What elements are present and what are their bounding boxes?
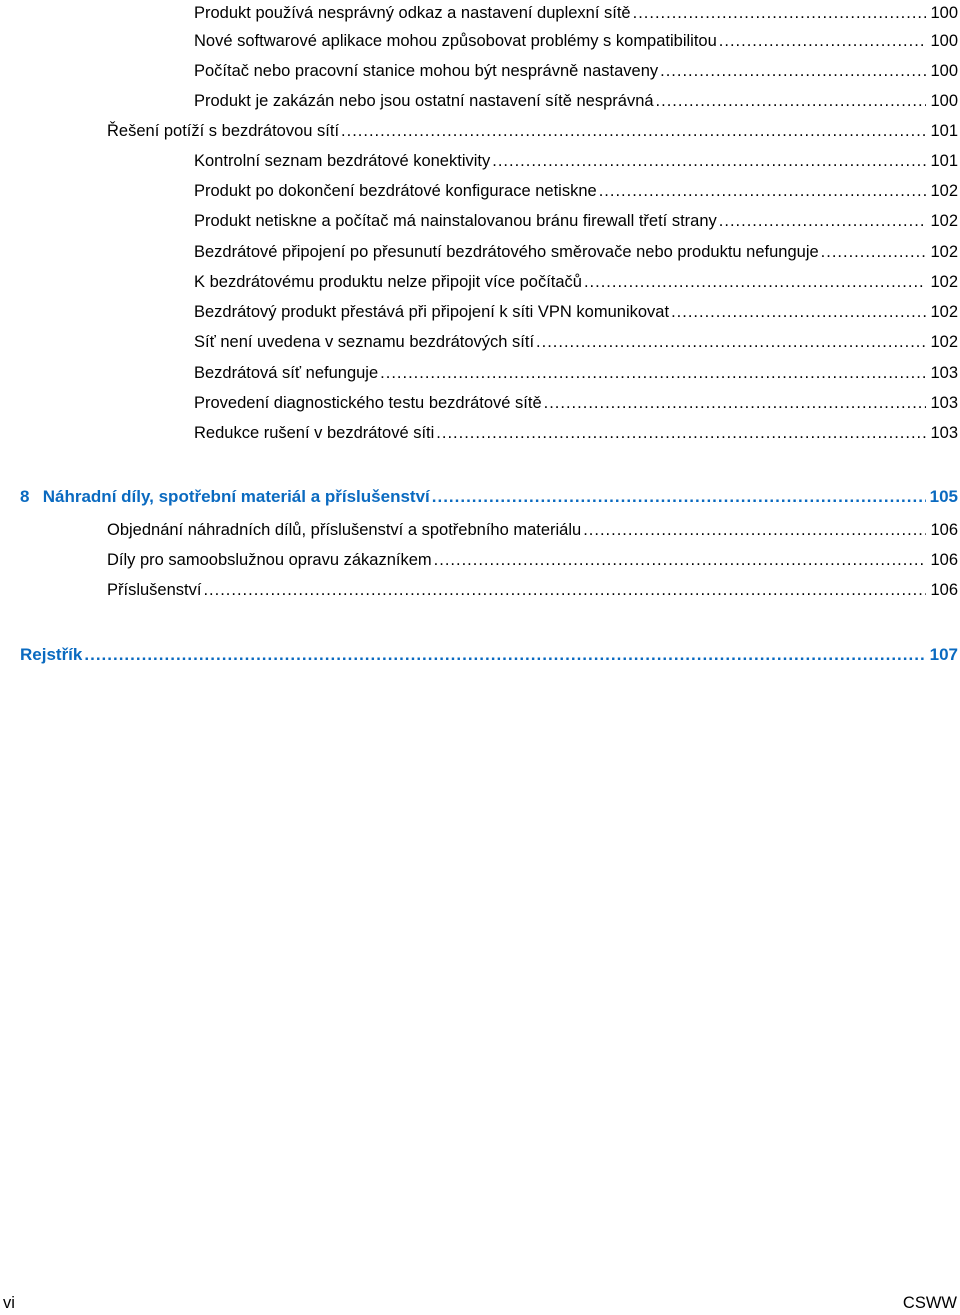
toc-entry-title: Počítač nebo pracovní stanice mohou být nesprávně nastaveny	[194, 62, 659, 80]
dot-leader	[583, 517, 926, 543]
toc-chapter-8[interactable]	[20, 484, 958, 510]
toc-chapter-title	[20, 484, 430, 510]
toc-entry-page: 106	[930, 521, 958, 539]
toc-entry-page: 100	[930, 4, 958, 22]
toc-entry[interactable]	[194, 390, 958, 416]
toc-entry-title: Produkt používá nesprávný odkaz a nastavení duplexní sítě	[194, 4, 631, 22]
toc-index-page: 107	[929, 645, 958, 664]
toc-entry-title: Produkt netiskne a počítač má nainstalovanou bránu firewall třetí strany	[194, 212, 717, 230]
dot-leader	[660, 58, 926, 84]
toc-entry[interactable]	[194, 269, 958, 295]
toc-entry-title: Síť není uvedena v seznamu bezdrátových sítí	[194, 333, 535, 351]
toc-entry-page: 106	[930, 581, 958, 599]
toc-index-title: Rejstřík	[20, 645, 83, 664]
toc-entry[interactable]	[194, 58, 958, 84]
toc-entry[interactable]	[194, 148, 958, 174]
dot-leader	[341, 118, 926, 144]
toc-entry[interactable]	[194, 360, 958, 386]
toc-entry-page: 102	[930, 333, 958, 351]
footer-page-number: vi	[3, 1294, 15, 1312]
chapter-title-text: Náhradní díly, spotřební materiál a příslušenství	[42, 487, 430, 506]
toc-entry-title: Nové softwarové aplikace mohou způsobovat problémy s kompatibilitou	[194, 32, 717, 50]
toc-entry-page: 103	[930, 364, 958, 382]
toc-entry-page: 103	[930, 394, 958, 412]
toc-entry-page: 103	[930, 424, 958, 442]
toc-entry[interactable]	[194, 0, 958, 26]
dot-leader	[671, 299, 926, 325]
chapter-number: 8	[20, 487, 30, 506]
toc-entry[interactable]	[194, 28, 958, 54]
toc-entry-title: Kontrolní seznam bezdrátové konektivity	[194, 152, 491, 170]
dot-leader	[544, 390, 927, 416]
dot-leader	[821, 239, 927, 265]
toc-entry-title: Bezdrátový produkt přestává při připojení k síti VPN komunikovat	[194, 303, 670, 321]
toc-entry-title: Redukce rušení v bezdrátové síti	[194, 424, 435, 442]
toc-entry-title: K bezdrátovému produktu nelze připojit více počítačů	[194, 273, 582, 291]
dot-leader	[434, 547, 927, 573]
dot-leader	[203, 577, 926, 603]
dot-leader	[432, 484, 926, 510]
toc-entry-title: Bezdrátové připojení po přesunutí bezdrátového směrovače nebo produktu nefunguje	[194, 243, 819, 261]
toc-index[interactable]	[20, 642, 958, 668]
toc-entry-page: 101	[930, 152, 958, 170]
dot-leader	[719, 28, 927, 54]
toc-entry-title: Produkt po dokončení bezdrátové konfigurace netiskne	[194, 182, 597, 200]
toc-entry-title: Řešení potíží s bezdrátovou sítí	[107, 122, 340, 140]
toc-entry-title: Objednání náhradních dílů, příslušenství a spotřebního materiálu	[107, 521, 582, 539]
dot-leader	[719, 208, 927, 234]
toc-section[interactable]	[107, 577, 958, 603]
toc-entry[interactable]	[194, 420, 958, 446]
toc-entry-page: 101	[930, 122, 958, 140]
toc-entry[interactable]	[194, 178, 958, 204]
toc-entry-title: Provedení diagnostického testu bezdrátové sítě	[194, 394, 542, 412]
toc-entry-title: Produkt je zakázán nebo jsou ostatní nastavení sítě nesprávná	[194, 92, 654, 110]
toc-entry-title: Příslušenství	[107, 581, 202, 599]
toc-entry-title: Díly pro samoobslužnou opravu zákazníkem	[107, 551, 432, 569]
toc-entry[interactable]	[194, 88, 958, 114]
dot-leader	[84, 642, 925, 668]
toc-entry[interactable]	[194, 239, 958, 265]
toc-entry-title: Bezdrátová síť nefunguje	[194, 364, 379, 382]
toc-entry-page: 100	[930, 92, 958, 110]
toc-entry[interactable]	[194, 329, 958, 355]
dot-leader	[492, 148, 926, 174]
toc-entry-page: 102	[930, 182, 958, 200]
toc-entry-page: 100	[930, 62, 958, 80]
toc-section[interactable]	[107, 547, 958, 573]
toc-chapter-page: 105	[929, 487, 958, 506]
footer-doc-code: CSWW	[902, 1294, 957, 1312]
toc-entry[interactable]	[194, 208, 958, 234]
toc-section[interactable]	[107, 517, 958, 543]
dot-leader	[436, 420, 926, 446]
dot-leader	[599, 178, 927, 204]
toc-entry-page: 102	[930, 303, 958, 321]
toc-section[interactable]	[107, 118, 958, 144]
dot-leader	[380, 360, 926, 386]
dot-leader	[536, 329, 926, 355]
dot-leader	[633, 0, 927, 26]
toc-entry[interactable]	[194, 299, 958, 325]
toc-entry-page: 106	[930, 551, 958, 569]
toc-entry-page: 102	[930, 273, 958, 291]
toc-entry-page: 100	[930, 32, 958, 50]
dot-leader	[656, 88, 927, 114]
dot-leader	[584, 269, 927, 295]
toc-entry-page: 102	[930, 243, 958, 261]
toc-entry-page: 102	[930, 212, 958, 230]
